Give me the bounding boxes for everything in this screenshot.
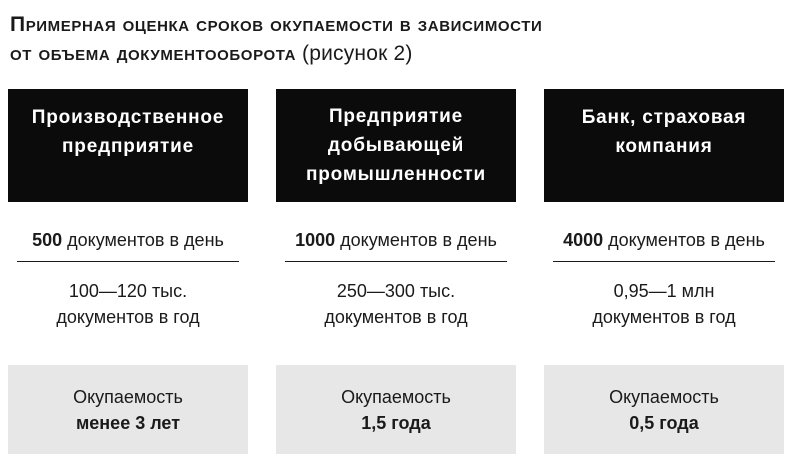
daily-volume [544,228,784,252]
payback-box [544,365,784,454]
daily-number: 1000 [295,230,336,250]
payback-value: 1,5 года [361,412,431,433]
divider-line [553,261,775,262]
payback-value: 0,5 года [629,412,699,433]
payback-box [8,365,248,454]
column-header: Производственное предприятие [8,89,248,202]
payback-value: менее 3 лет [75,412,181,433]
title-suffix: (рисунок 2) [296,42,413,65]
title-bold-line-1: Примерная оценка сроков окупаемости в зависимости [10,13,543,36]
payback-label: Окупаемость [341,386,451,407]
daily-volume [276,228,516,252]
column-bank-insurance [544,89,784,454]
figure-title [10,10,790,68]
yearly-volume: 100—120 тыс. документов в год [56,281,200,327]
yearly-volume: 250—300 тыс. документов в год [324,281,468,327]
daily-text: документов в день [62,230,224,250]
title-bold-line-2: от объема документооборота [10,42,296,65]
daily-text: документов в день [603,230,765,250]
divider-line [285,261,507,262]
payback-label: Окупаемость [609,386,719,407]
yearly-volume: 0,95—1 млн документов в год [592,281,736,327]
payback-label: Окупаемость [73,386,183,407]
daily-number: 4000 [563,230,604,250]
column-header: Предприятие добывающей промышленности [276,89,516,202]
column-header: Банк, страховая компания [544,89,784,202]
daily-volume [8,228,248,252]
daily-text: документов в день [335,230,497,250]
column-mining [276,89,516,454]
divider-line [17,261,239,262]
daily-number: 500 [32,230,63,250]
payback-box [276,365,516,454]
column-manufacturing [8,89,248,454]
